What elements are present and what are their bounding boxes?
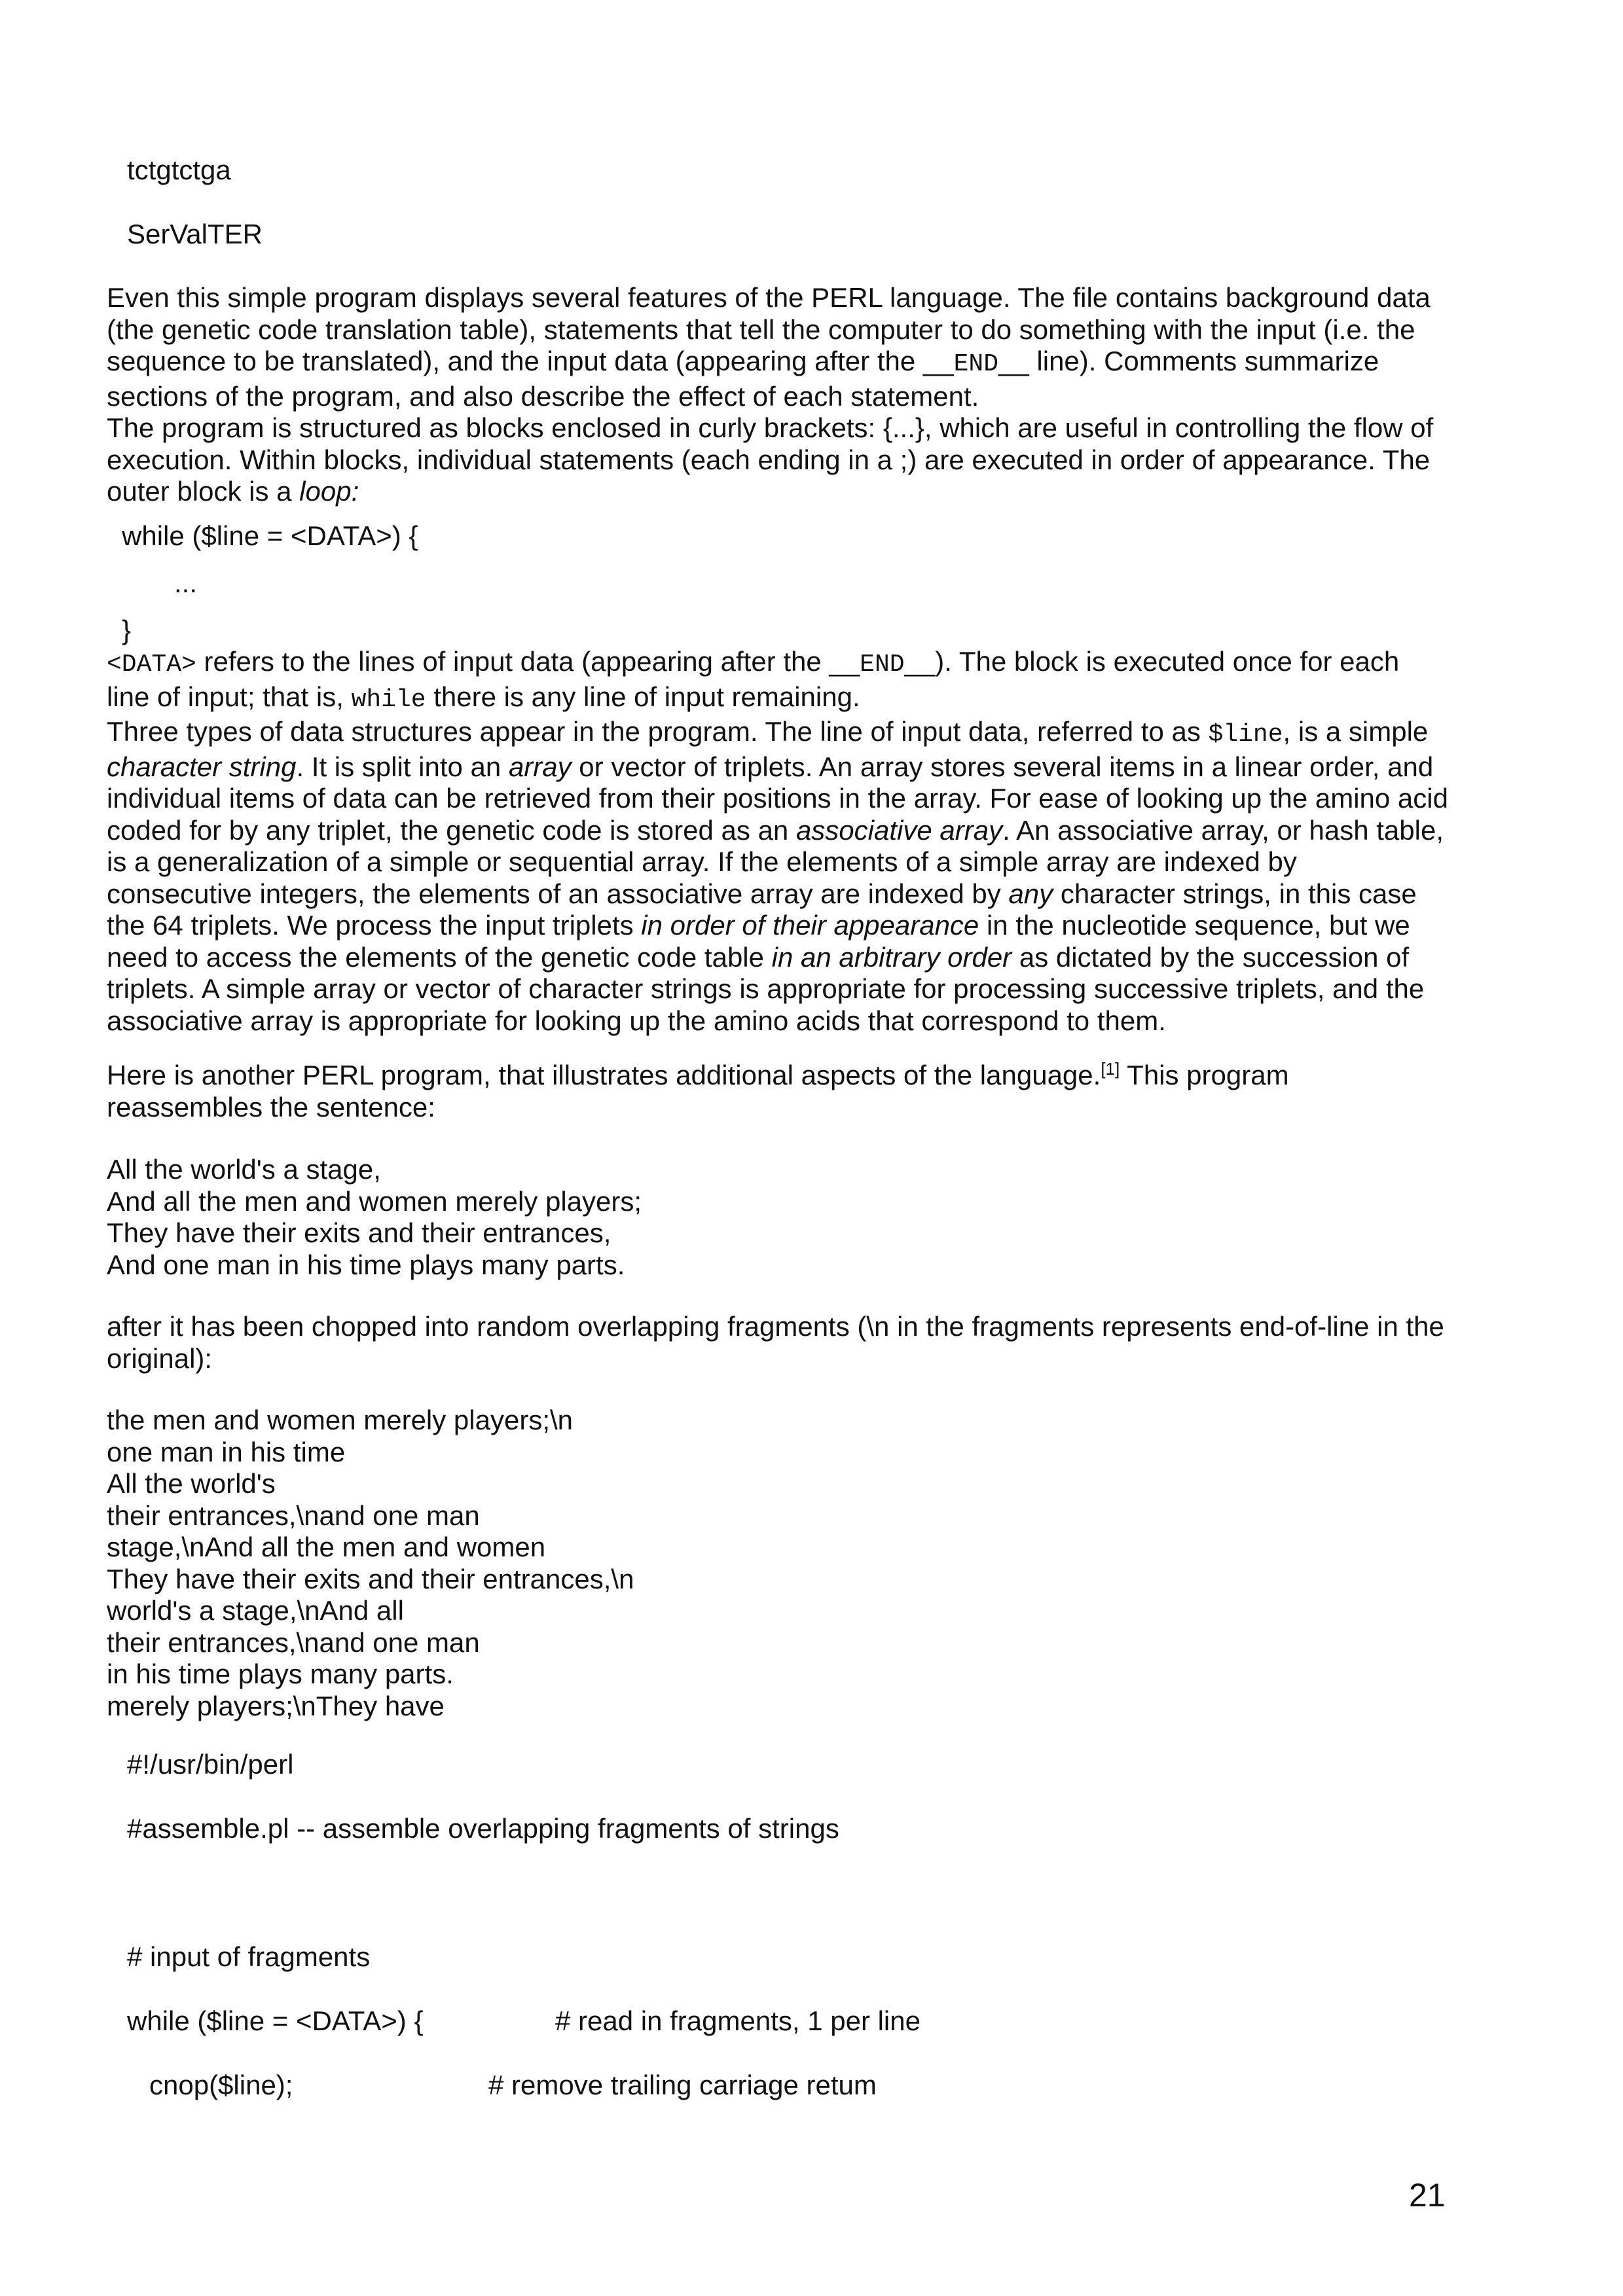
quote-line: They have their exits and their entrances,: [107, 1217, 611, 1248]
emphasis: in order of their appearance: [641, 910, 979, 941]
code-input-comment: # input of fragments: [127, 1941, 371, 1972]
fragment-line: merely players;\nThey have: [107, 1690, 445, 1721]
paragraph-another-program: [107, 1060, 1455, 1123]
text-line: sequence to be translated), and the input data (appearing after the __END__ line). Comments summarize: [107, 346, 1379, 378]
text-line: Here is another PERL program, that illustrates additional aspects of the language.[1] This program: [107, 1059, 1289, 1090]
fragment-line: the men and women merely players;\n: [107, 1405, 574, 1435]
fragment-line: one man in his time: [107, 1436, 346, 1467]
fragment-line: world's a stage,\nAnd all: [107, 1595, 404, 1626]
text-line: <DATA> refers to the lines of input data (appearing after the __END__). The block is executed once for each: [107, 646, 1400, 679]
emphasis: loop:: [299, 476, 359, 507]
text-line: outer block is a loop:: [107, 476, 359, 507]
inline-code: END: [953, 350, 999, 378]
code-shebang: #!/usr/bin/perl: [127, 1749, 294, 1780]
loop-code-ellipsis: ...: [174, 567, 198, 598]
text-line: Three types of data structures appear in the program. The line of input data, referred to as $line, is a simple: [107, 716, 1429, 749]
emphasis: in an arbitrary order: [771, 941, 1012, 973]
paragraph-program-features: [107, 282, 1455, 508]
quote-line: All the world's a stage,: [107, 1154, 381, 1185]
text-line: character string. It is split into an array or vector of triplets. An array stores several items in a linear order, and: [107, 751, 1434, 782]
text-line: line of input; that is, while there is any line of input remaining.: [107, 681, 860, 714]
loop-code-while: while ($line = <DATA>) {: [122, 520, 418, 551]
text-line: after it has been chopped into random overlapping fragments (\n in the fragments represents end-of-line in the: [107, 1311, 1444, 1342]
loop-code-close: }: [122, 615, 132, 645]
paragraph-data-structures: [107, 646, 1455, 1037]
text-line: The program is structured as blocks enclosed in curly brackets: {...}, which are useful in controlling the flow of: [107, 412, 1434, 443]
output-line-2: SerValTER: [127, 219, 263, 249]
emphasis: any: [1008, 878, 1053, 909]
inline-code: <DATA>: [107, 651, 196, 679]
text-line: triplets. A simple array or vector of character strings is appropriate for processing successive triplets, and the: [107, 973, 1425, 1004]
text-line: execution. Within blocks, individual statements (each ending in a ;) are executed in order of appearance. The: [107, 444, 1431, 475]
text-line: is a generalization of a simple or sequential array. If the elements of a simple array are indexed by: [107, 846, 1297, 877]
inline-code: while: [351, 685, 426, 714]
text-line: individual items of data can be retrieved from their positions in the array. For ease of looking up the amino acid: [107, 783, 1448, 814]
fragment-line: All the world's: [107, 1468, 276, 1499]
fragment-line: in his time plays many parts.: [107, 1659, 454, 1689]
code-chop-comment: # remove trailing carriage retum: [488, 2070, 877, 2100]
text-line: (the genetic code translation table), statements that tell the computer to do something with the input (i.e. the: [107, 314, 1415, 345]
fragment-line: their entrances,\nand one man: [107, 1626, 480, 1658]
code-chop-statement: cnop($line);: [149, 2070, 293, 2100]
output-line-1: tctgtctga: [127, 154, 231, 185]
text-line: associative array is appropriate for looking up the amino acids that correspond to them.: [107, 1005, 1166, 1036]
inline-code: END: [860, 651, 905, 679]
fragment-line: stage,\nAnd all the men and women: [107, 1532, 546, 1562]
text-line: the 64 triplets. We process the input triplets in order of their appearance in the nucleotide sequence, but we: [107, 910, 1410, 941]
fragments-list: [107, 1405, 1455, 1722]
emphasis: associative array: [795, 814, 1003, 846]
text-line: sections of the program, and also describe the effect of each statement.: [107, 380, 979, 412]
text-line: original):: [107, 1342, 213, 1374]
quote-sentence: [107, 1154, 1455, 1281]
text-line: need to access the elements of the genetic code table in an arbitrary order as dictated by the succession of: [107, 941, 1410, 973]
code-while-comment: # read in fragments, 1 per line: [555, 2005, 921, 2036]
code-while-statement: while ($line = <DATA>) {: [127, 2005, 424, 2036]
text-line: Even this simple program displays several features of the PERL language. The file contains background data: [107, 282, 1431, 313]
page-number: 21: [1409, 2177, 1446, 2214]
text-line: coded for by any triplet, the genetic code is stored as an associative array. An associative array, or hash table,: [107, 814, 1444, 846]
footnote-ref: [1]: [1101, 1059, 1120, 1079]
fragment-line: They have their exits and their entrances,\n: [107, 1563, 634, 1594]
quote-line: And one man in his time plays many parts.: [107, 1249, 625, 1280]
fragment-line: their entrances,\nand one man: [107, 1499, 480, 1531]
quote-line: And all the men and women merely players;: [107, 1185, 642, 1217]
inline-code: $line: [1208, 721, 1283, 749]
paragraph-fragments-intro: [107, 1311, 1455, 1374]
text-line: reassembles the sentence:: [107, 1091, 435, 1122]
emphasis: character string: [107, 751, 297, 782]
text-line: consecutive integers, the elements of an associative array are indexed by any character strings, in this case: [107, 878, 1417, 909]
emphasis: array: [508, 751, 572, 782]
code-title-comment: #assemble.pl -- assemble overlapping fragments of strings: [127, 1813, 839, 1844]
